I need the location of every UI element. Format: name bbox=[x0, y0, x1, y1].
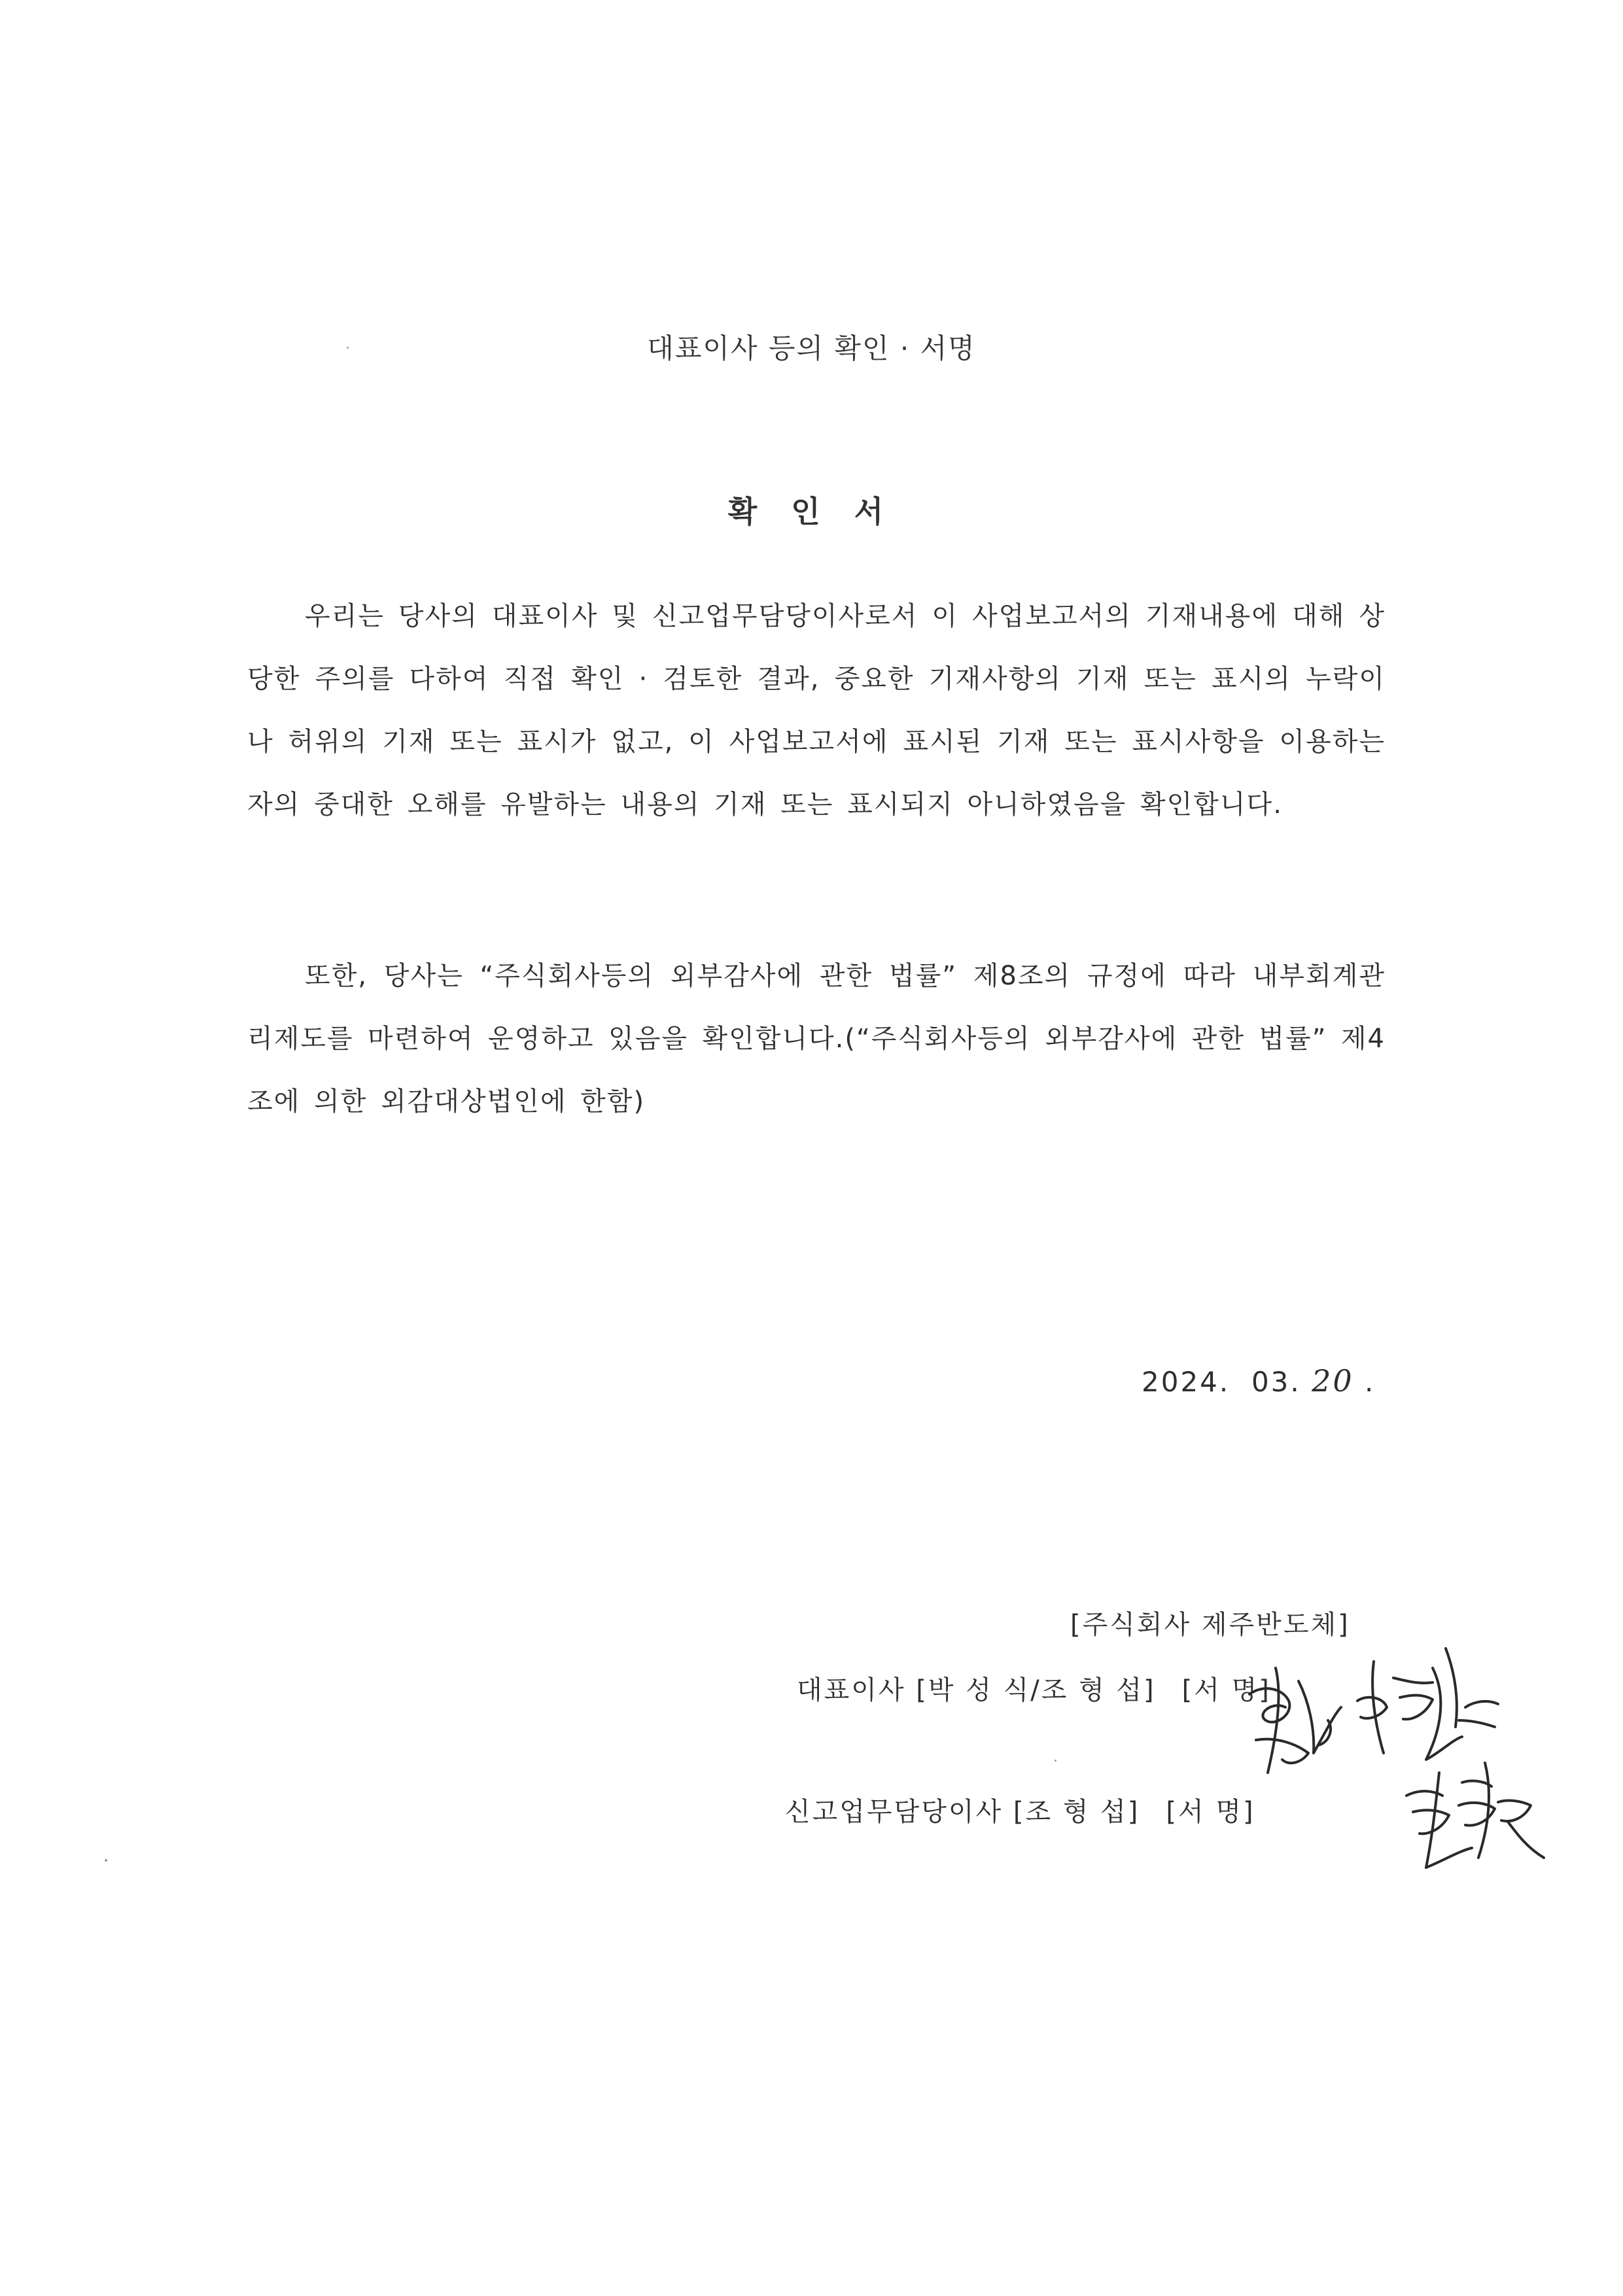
confirmation-paragraph-text: 우리는 당사의 대표이사 및 신고업무담당이사로서 이 사업보고서의 기재내용에 대해 상당한 주의를 다하여 직접 확인 · 검토한 결과, 중요한 기재사항의 기재 또는 표시의 누락이나 허위의 기재 또는 표시가 없고, 이 사업보고서에 표시된 기재 또는 표시사항을 이용하는 자의 중대한 오해를 유발하는 내용의 기재 또는 표시되지 아니하였음을 확인합니다. bbox=[247, 601, 1386, 820]
internal-control-paragraph bbox=[247, 945, 1386, 1133]
date-printed: 2024. 03. bbox=[1142, 1366, 1301, 1398]
officer-handwritten-signature bbox=[1393, 1743, 1550, 1894]
scan-speck bbox=[105, 1859, 107, 1862]
date-handwritten-day: 20 bbox=[1312, 1363, 1354, 1399]
officer-sign-label: [서 명] bbox=[1166, 1797, 1255, 1827]
ceo-role: 대표이사 bbox=[797, 1675, 906, 1705]
internal-control-paragraph-text: 또한, 당사는 “주식회사등의 외부감사에 관한 법률” 제8조의 규정에 따라 내부회계관리제도를 마련하여 운영하고 있음을 확인합니다.(“주식회사등의 외부감사에 관한 법률” 제4조에 의한 외감대상법인에 한함) bbox=[247, 961, 1386, 1117]
scan-speck bbox=[347, 347, 349, 349]
ceo-signature-line bbox=[797, 1669, 1271, 1707]
date-end: . bbox=[1365, 1366, 1376, 1398]
ceo-sign-label: [서 명] bbox=[1181, 1675, 1271, 1705]
document-date bbox=[1142, 1363, 1375, 1399]
officer-name: [조 형 섭] bbox=[1013, 1797, 1140, 1827]
confirmation-paragraph bbox=[247, 585, 1386, 836]
officer-role: 신고업무담당이사 bbox=[785, 1797, 1003, 1827]
document-title: 확 인 서 bbox=[727, 494, 896, 529]
scan-speck bbox=[1055, 1760, 1056, 1762]
officer-signature-line bbox=[785, 1791, 1255, 1828]
company-name: [주식회사 제주반도체] bbox=[1070, 1610, 1350, 1640]
document-heading: 대표이사 등의 확인 · 서명 bbox=[647, 332, 976, 364]
ceo-names: [박 성 식/조 형 섭] bbox=[916, 1675, 1156, 1705]
